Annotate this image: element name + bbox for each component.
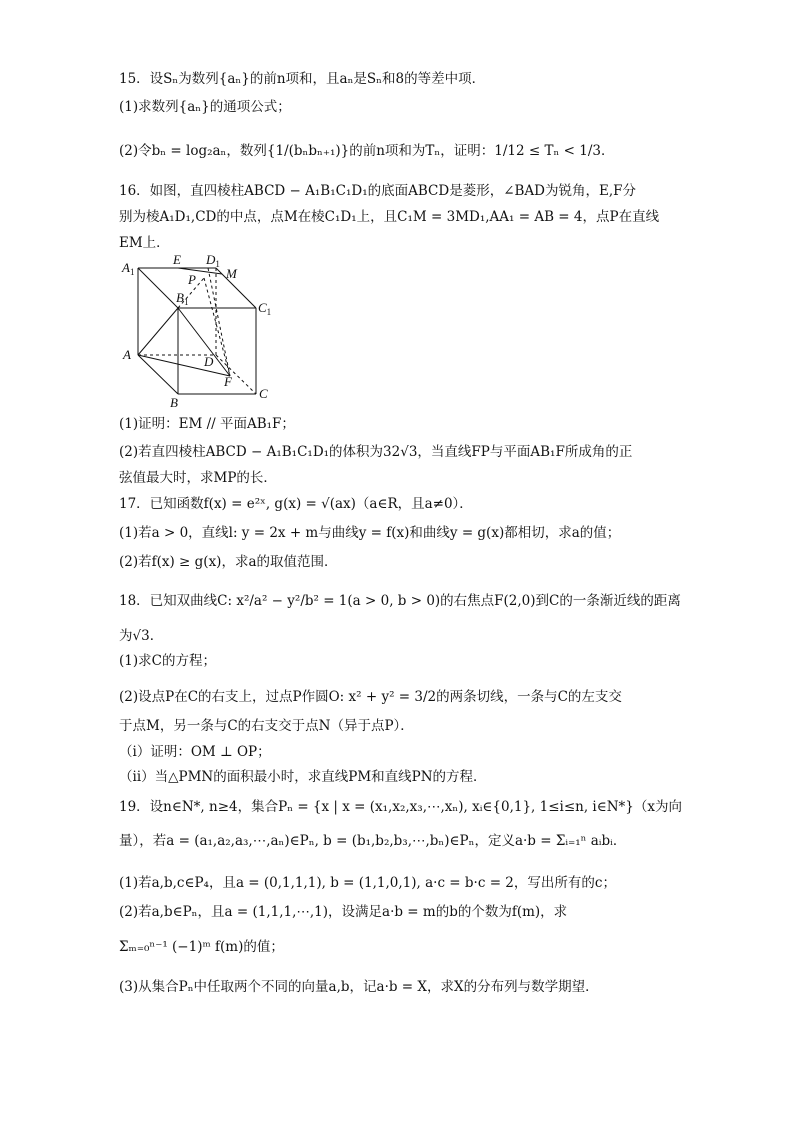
q18-p2-ii: （ⅱ）当△PMN的面积最小时，求直线PM和直线PN的方程． [119,769,487,785]
q18-p2-2: 于点M，另一条与C的右支交于点N（异于点P）． [119,718,414,734]
prism-figure [118,250,288,410]
label-a: A [123,347,131,362]
label-f: F [224,374,232,389]
label-p: P [188,272,196,287]
q16-p1: (1)证明：EM // 平面AB₁F； [119,416,295,432]
label-d1: $D_1$ [206,252,220,269]
label-c: C [259,386,268,401]
q19-p2-1: (2)若a,b∈Pₙ，且a = (1,1,1,⋯,1)，设满足a·b = m的b的个数为f(m)，求 [119,904,568,920]
q18-stem-1: 18．已知双曲线C: x²/a² − y²/b² = 1(a > 0, b > 0)的右焦点F(2,0)到C的一条渐近线的距离 [119,593,681,609]
label-b: B [170,395,178,410]
prism-diagram [118,250,288,410]
q19-p2-2: Σₘ₌₀ⁿ⁻¹ (−1)ᵐ f(m)的值； [119,939,284,955]
q18-p2-i: （ⅰ）证明：OM ⊥ OP； [119,744,271,760]
q16-stem-1: 16．如图，直四棱柱ABCD − A₁B₁C₁D₁的底面ABCD是菱形，∠BAD为锐角，E,F分 [119,183,637,199]
label-a1: $A_1$ [122,260,135,277]
q19-stem-1: 19．设n∈N*, n≥4，集合Pₙ = {x | x = (x₁,x₂,x₃,⋯,xₙ), xᵢ∈{0,1}, 1≤i≤n, i∈N*}（x为向 [119,799,683,815]
label-c1: $C_1$ [258,300,272,317]
q15-p2: (2)令bₙ = log₂aₙ，数列{1/(bₙbₙ₊₁)}的前n项和为Tₙ，证明：1/12 ≤ Tₙ < 1/3． [119,143,615,159]
q16-stem-3: EM上． [119,235,170,251]
label-e: E [173,252,181,267]
q17-stem: 17．已知函数f(x) = e²ˣ, g(x) = √(ax)（a∈R，且a≠0）． [119,496,473,512]
q16-stem-2: 别为棱A₁D₁,CD的中点，点M在棱C₁D₁上，且C₁M = 3MD₁,AA₁ = AB = 4，点P在直线 [119,209,660,225]
q18-stem-2: 为√3． [119,628,164,644]
q16-p2-1: (2)若直四棱柱ABCD − A₁B₁C₁D₁的体积为32√3，当直线FP与平面AB₁F所成角的正 [119,444,633,460]
q18-p2-1: (2)设点P在C的右支上，过点P作圆O: x² + y² = 3/2的两条切线，一条与C的左支交 [119,689,622,705]
label-b1: $B_1$ [176,290,189,307]
q18-p1: (1)求C的方程； [119,653,216,669]
q17-p2: (2)若f(x) ≥ g(x)，求a的取值范围． [119,554,338,570]
q15-stem: 15．设Sₙ为数列{aₙ}的前n项和，且aₙ是Sₙ和8的等差中项． [119,71,486,87]
q16-p2-2: 弦值最大时，求MP的长． [119,470,277,486]
q15-p1: (1)求数列{aₙ}的通项公式； [119,99,291,115]
q19-p1: (1)若a,b,c∈P₄，且a = (0,1,1,1), b = (1,1,0,1), a·c = b·c = 2，写出所有的c； [119,875,616,891]
label-d: D [204,354,214,369]
q17-p1: (1)若a > 0，直线l: y = 2x + m与曲线y = f(x)和曲线y = g(x)都相切，求a的值； [119,525,621,541]
label-m: M [226,266,237,281]
q19-p3: (3)从集合Pₙ中任取两个不同的向量a,b，记a·b = X，求X的分布列与数学期望． [119,979,599,995]
q19-stem-2: 量），若a = (a₁,a₂,a₃,⋯,aₙ)∈Pₙ, b = (b₁,b₂,b₃,⋯,bₙ)∈Pₙ，定义a·b = Σᵢ₌₁ⁿ aᵢbᵢ． [119,833,627,849]
